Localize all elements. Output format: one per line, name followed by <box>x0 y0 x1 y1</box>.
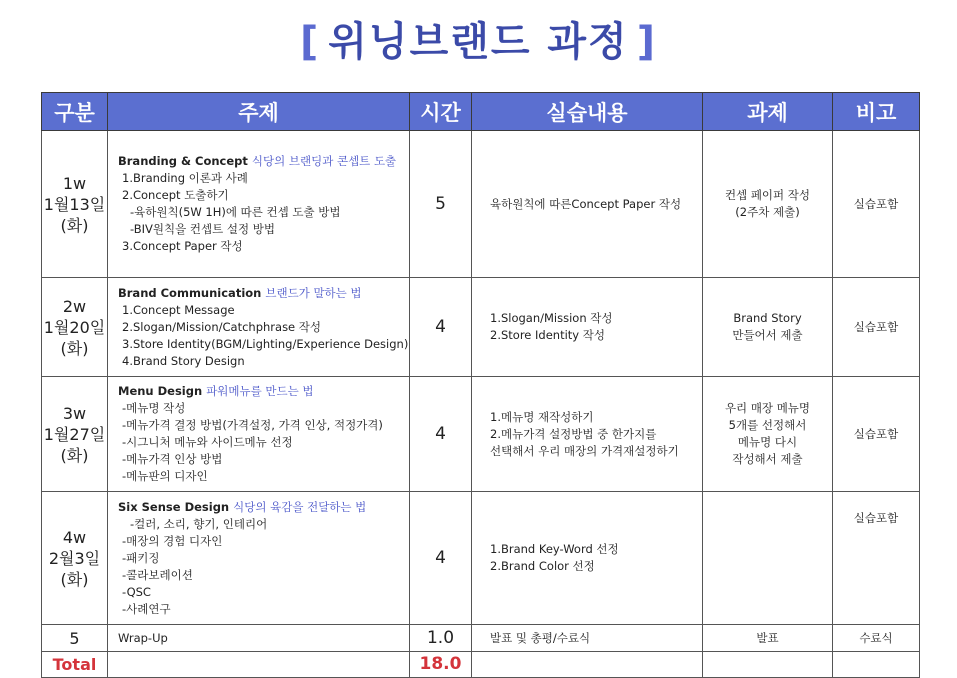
topic-subtitle: 파워메뉴를 만드는 법 <box>206 384 314 398</box>
table-row <box>42 625 920 652</box>
table-row <box>42 131 920 278</box>
header-topic: 주제 <box>108 93 410 131</box>
hours-cell: 4 <box>410 278 472 377</box>
table-row <box>42 278 920 377</box>
total-row <box>42 652 920 678</box>
topic-line: -메뉴명 작성 <box>122 401 186 415</box>
week-cell <box>42 377 108 492</box>
header-task: 과제 <box>703 93 833 131</box>
topic-line: -패키징 <box>122 550 160 565</box>
topic-line: -육하원칙(5W 1H)에 따른 컨셉 도출 방법 <box>130 205 341 219</box>
total-label: Total <box>52 655 97 674</box>
hours-cell: 4 <box>410 377 472 492</box>
task-line: 우리 매장 메뉴명 <box>724 401 811 415</box>
task-line: 컨셉 페이퍼 작성 <box>724 188 811 202</box>
task-line: 작성해서 제출 <box>732 452 803 466</box>
topic-title: Brand Communication <box>118 285 262 300</box>
hours-cell: 5 <box>410 131 472 278</box>
topic-cell: Wrap-Up <box>108 625 410 652</box>
total-label-cell <box>42 652 108 678</box>
header-category: 구분 <box>42 93 108 131</box>
total-hours-cell <box>410 652 472 678</box>
note-cell: 실습포함 <box>833 492 920 625</box>
practice-cell: 발표 및 총평/수료식 <box>472 625 703 652</box>
header-note: 비고 <box>833 93 920 131</box>
table-row <box>42 492 920 625</box>
week-number: 2w <box>62 296 87 316</box>
practice-cell <box>472 278 703 377</box>
week-day: (화) <box>60 569 89 589</box>
empty-cell <box>108 652 410 678</box>
empty-cell <box>703 652 833 678</box>
task-line: 만들어서 제출 <box>732 328 803 342</box>
topic-line: 4.Brand Story Design <box>122 353 245 368</box>
topic-cell <box>108 131 410 278</box>
practice-line: 선택해서 우리 매장의 가격재설정하기 <box>490 443 679 458</box>
topic-subtitle: 브랜드가 말하는 법 <box>265 285 362 300</box>
topic-line: -메뉴가격 인상 방법 <box>122 452 223 466</box>
header-practice: 실습내용 <box>472 93 703 131</box>
week-date: 1월13일 <box>43 194 106 214</box>
topic-line: 3.Store Identity(BGM/Lighting/Experience Design) <box>122 336 409 351</box>
topic-line: -메뉴판의 디자인 <box>122 469 208 483</box>
note-cell: 실습포함 <box>833 131 920 278</box>
topic-line: -사례연구 <box>122 601 171 616</box>
empty-cell <box>833 652 920 678</box>
topic-line: 1.Branding 이론과 사례 <box>122 171 248 185</box>
week-day: (화) <box>60 338 89 358</box>
task-line: 메뉴명 다시 <box>737 435 798 449</box>
practice-line: 1.Brand Key-Word 선정 <box>490 542 619 556</box>
title-close-bracket: ] <box>636 19 657 65</box>
task-cell <box>703 131 833 278</box>
practice-line: 1.메뉴명 재작성하기 <box>490 409 594 424</box>
practice-cell <box>472 131 703 278</box>
topic-line: -BIV원칙을 컨셉트 설정 방법 <box>130 222 275 236</box>
empty-cell <box>472 652 703 678</box>
week-number: 3w <box>62 403 87 423</box>
topic-line: -컬러, 소리, 향기, 인테리어 <box>130 516 268 531</box>
total-hours: 18.0 <box>419 654 462 674</box>
task-line: Brand Story <box>733 311 802 325</box>
topic-line: -메뉴가격 결정 방법(가격설정, 가격 인상, 적정가격) <box>122 418 383 432</box>
week-cell <box>42 131 108 278</box>
task-cell <box>703 278 833 377</box>
week-date: 2월3일 <box>48 548 101 568</box>
topic-line: 2.Slogan/Mission/Catchphrase 작성 <box>122 319 322 334</box>
topic-line: 3.Concept Paper 작성 <box>122 239 243 253</box>
topic-title: Six Sense Design <box>118 499 230 514</box>
topic-subtitle: 식당의 브랜딩과 콘셉트 도출 <box>251 154 397 168</box>
topic-line: -시그니처 메뉴와 사이드메뉴 선정 <box>122 435 293 449</box>
week-date: 1월20일 <box>43 317 106 337</box>
practice-line: 2.Store Identity 작성 <box>490 328 605 342</box>
topic-title: Branding & Concept <box>118 154 248 168</box>
week-date: 1월27일 <box>43 424 106 444</box>
task-line: (2주차 제출) <box>735 205 800 219</box>
note-cell: 실습포함 <box>833 377 920 492</box>
topic-title: Menu Design <box>118 384 203 398</box>
title-open-bracket: [ <box>300 19 321 65</box>
topic-line: 2.Concept 도출하기 <box>122 188 229 202</box>
hours-cell: 4 <box>410 492 472 625</box>
topic-cell <box>108 377 410 492</box>
header-row <box>42 93 920 131</box>
week-cell: 5 <box>42 625 108 652</box>
task-cell <box>703 492 833 625</box>
practice-cell <box>472 377 703 492</box>
week-cell <box>42 278 108 377</box>
practice-cell <box>472 492 703 625</box>
task-line: 5개를 선정해서 <box>728 418 807 432</box>
topic-cell <box>108 492 410 625</box>
topic-line: 1.Concept Message <box>122 302 235 317</box>
header-hours: 시간 <box>410 93 472 131</box>
topic-line: -QSC <box>122 584 151 599</box>
table-row <box>42 377 920 492</box>
title-text: 위닝브랜드 과정 <box>328 19 629 65</box>
practice-line: 2.메뉴가격 설정방법 중 한가지를 <box>490 426 657 441</box>
week-number: 1w <box>62 173 87 193</box>
practice-line: 1.Slogan/Mission 작성 <box>490 311 613 325</box>
note-cell: 실습포함 <box>833 278 920 377</box>
page-title <box>0 14 957 70</box>
task-cell: 발표 <box>703 625 833 652</box>
practice-line: 2.Brand Color 선정 <box>490 559 595 573</box>
practice-line: 육하원칙에 따른Concept Paper 작성 <box>490 196 682 211</box>
note-cell: 수료식 <box>833 625 920 652</box>
topic-cell <box>108 278 410 377</box>
curriculum-table <box>41 92 920 678</box>
week-cell <box>42 492 108 625</box>
task-cell <box>703 377 833 492</box>
topic-subtitle: 식당의 육감을 전달하는 법 <box>233 499 367 514</box>
topic-line: -매장의 경험 디자인 <box>122 533 223 548</box>
week-number: 4w <box>62 527 87 547</box>
topic-line: -콜라보레이션 <box>122 567 193 582</box>
week-day: (화) <box>60 445 89 465</box>
week-day: (화) <box>60 215 89 235</box>
hours-cell: 1.0 <box>410 625 472 652</box>
